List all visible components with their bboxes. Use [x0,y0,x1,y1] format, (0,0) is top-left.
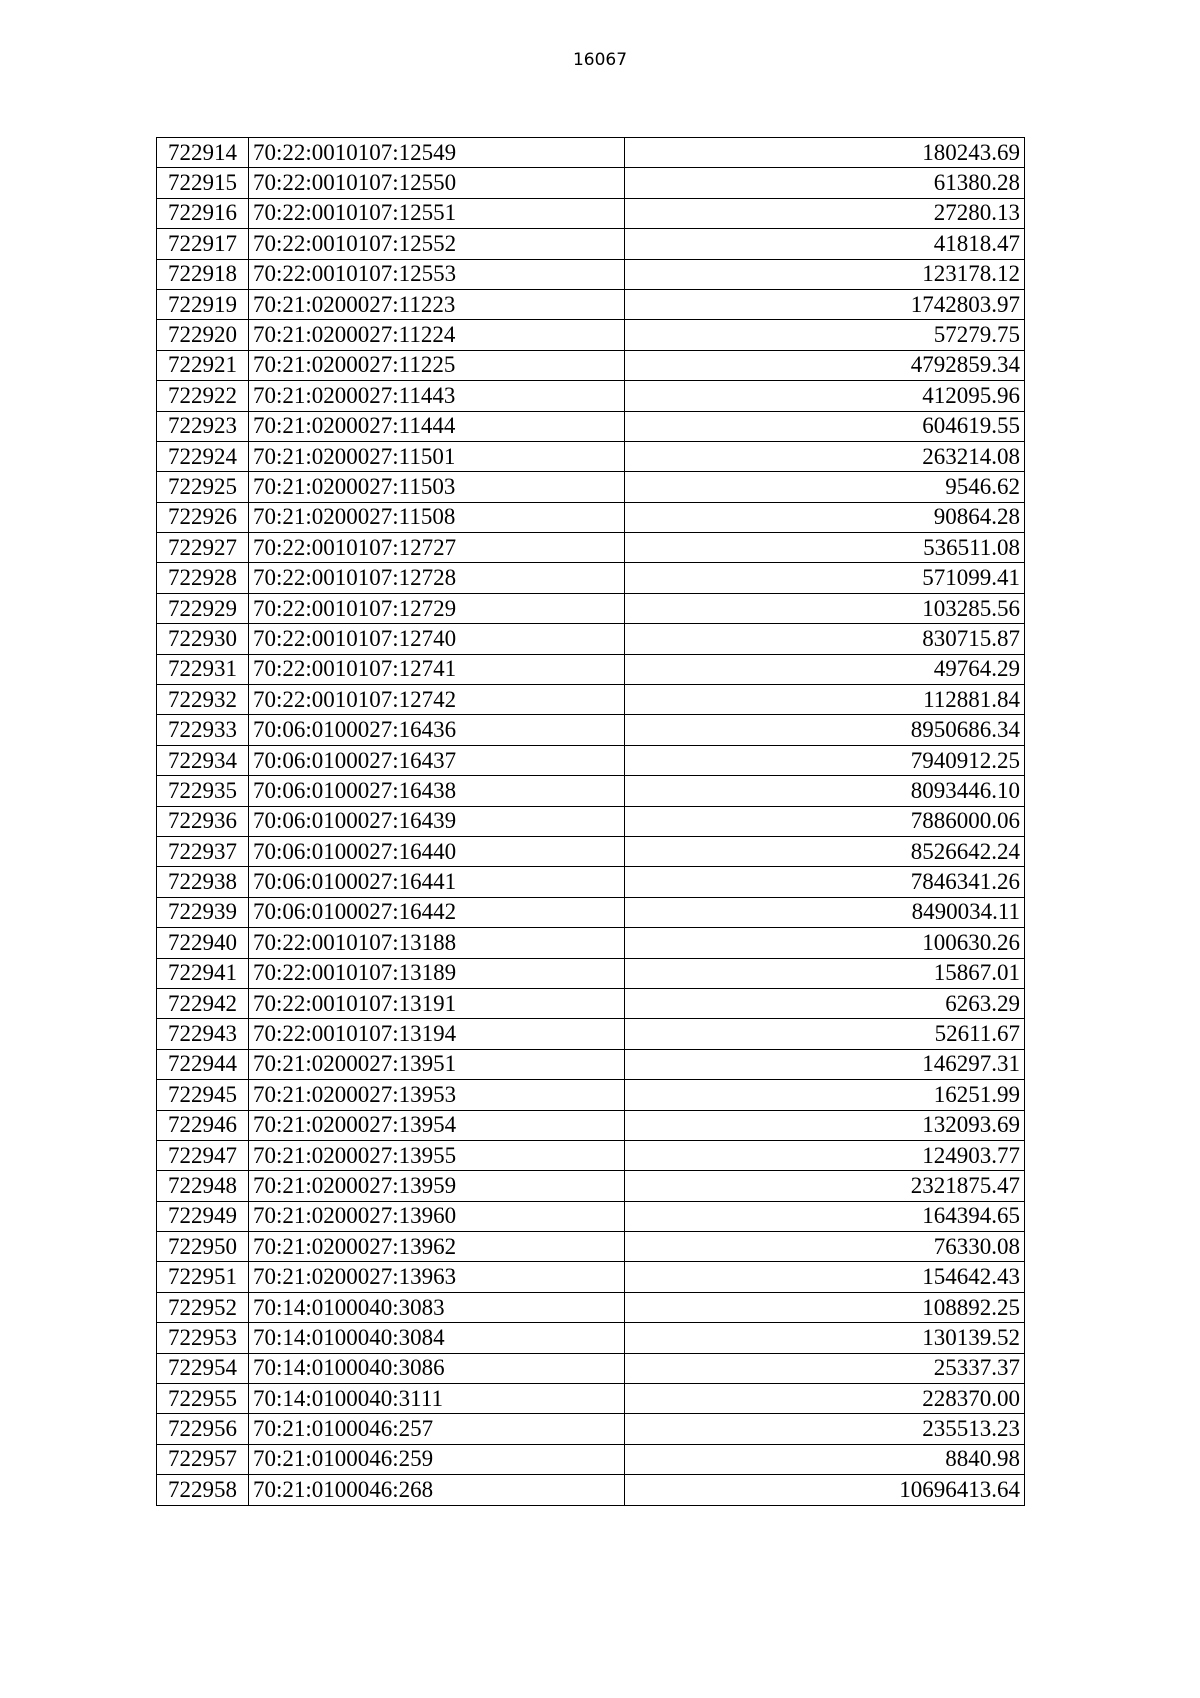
value-cell: 61380.28 [625,168,1025,198]
row-id-cell: 722931 [157,654,249,684]
value-cell: 8950686.34 [625,715,1025,745]
table-row [157,168,1025,198]
row-id-cell: 722937 [157,836,249,866]
value-cell: 103285.56 [625,593,1025,623]
cadastral-number-cell: 70:22:0010107:12740 [249,624,625,654]
table-row [157,958,1025,988]
value-cell: 164394.65 [625,1201,1025,1231]
row-id-cell: 722921 [157,350,249,380]
table-row [157,1384,1025,1414]
row-id-cell: 722925 [157,472,249,502]
table-row [157,1201,1025,1231]
cadastral-number-cell: 70:21:0200027:11508 [249,502,625,532]
table-row [157,1292,1025,1322]
value-cell: 27280.13 [625,198,1025,228]
row-id-cell: 722934 [157,745,249,775]
row-id-cell: 722941 [157,958,249,988]
row-id-cell: 722956 [157,1414,249,1444]
cadastral-number-cell: 70:21:0200027:11224 [249,320,625,350]
cadastral-number-cell: 70:22:0010107:12551 [249,198,625,228]
value-cell: 830715.87 [625,624,1025,654]
cadastral-number-cell: 70:06:0100027:16437 [249,745,625,775]
cadastral-number-cell: 70:06:0100027:16442 [249,897,625,927]
cadastral-number-cell: 70:21:0200027:13962 [249,1232,625,1262]
row-id-cell: 722939 [157,897,249,927]
value-cell: 25337.37 [625,1353,1025,1383]
table-row [157,1232,1025,1262]
cadastral-number-cell: 70:22:0010107:13189 [249,958,625,988]
value-cell: 8490034.11 [625,897,1025,927]
row-id-cell: 722930 [157,624,249,654]
row-id-cell: 722926 [157,502,249,532]
table-row [157,745,1025,775]
value-cell: 412095.96 [625,381,1025,411]
table-row [157,533,1025,563]
table-row [157,1049,1025,1079]
cadastral-number-cell: 70:14:0100040:3111 [249,1384,625,1414]
value-cell: 15867.01 [625,958,1025,988]
row-id-cell: 722946 [157,1110,249,1140]
row-id-cell: 722938 [157,867,249,897]
row-id-cell: 722928 [157,563,249,593]
value-cell: 100630.26 [625,928,1025,958]
table-row [157,928,1025,958]
row-id-cell: 722951 [157,1262,249,1292]
table-row [157,1323,1025,1353]
table-row [157,776,1025,806]
row-id-cell: 722936 [157,806,249,836]
value-cell: 8526642.24 [625,836,1025,866]
row-id-cell: 722923 [157,411,249,441]
table-row [157,806,1025,836]
cadastral-number-cell: 70:21:0200027:13951 [249,1049,625,1079]
cadastral-number-cell: 70:22:0010107:12742 [249,685,625,715]
value-cell: 10696413.64 [625,1475,1025,1505]
cadastral-number-cell: 70:22:0010107:12728 [249,563,625,593]
value-cell: 536511.08 [625,533,1025,563]
table-row [157,1475,1025,1505]
value-cell: 7886000.06 [625,806,1025,836]
value-cell: 2321875.47 [625,1171,1025,1201]
table-row [157,229,1025,259]
row-id-cell: 722927 [157,533,249,563]
row-id-cell: 722955 [157,1384,249,1414]
row-id-cell: 722916 [157,198,249,228]
cadastral-number-cell: 70:06:0100027:16438 [249,776,625,806]
value-cell: 9546.62 [625,472,1025,502]
value-cell: 180243.69 [625,138,1025,168]
cadastral-number-cell: 70:22:0010107:12727 [249,533,625,563]
cadastral-number-cell: 70:22:0010107:12553 [249,259,625,289]
table-row [157,198,1025,228]
row-id-cell: 722943 [157,1019,249,1049]
cadastral-number-cell: 70:21:0200027:11443 [249,381,625,411]
table-row [157,988,1025,1018]
value-cell: 123178.12 [625,259,1025,289]
row-id-cell: 722944 [157,1049,249,1079]
value-cell: 57279.75 [625,320,1025,350]
value-cell: 52611.67 [625,1019,1025,1049]
table-row [157,1110,1025,1140]
cadastral-number-cell: 70:22:0010107:12729 [249,593,625,623]
value-cell: 571099.41 [625,563,1025,593]
cadastral-number-cell: 70:06:0100027:16436 [249,715,625,745]
row-id-cell: 722953 [157,1323,249,1353]
row-id-cell: 722958 [157,1475,249,1505]
value-cell: 1742803.97 [625,289,1025,319]
value-cell: 7940912.25 [625,745,1025,775]
value-cell: 7846341.26 [625,867,1025,897]
table-row [157,1171,1025,1201]
table-row [157,715,1025,745]
row-id-cell: 722948 [157,1171,249,1201]
cadastral-number-cell: 70:06:0100027:16441 [249,867,625,897]
registry-table [156,137,1025,1506]
cadastral-number-cell: 70:06:0100027:16439 [249,806,625,836]
row-id-cell: 722924 [157,441,249,471]
table-row [157,381,1025,411]
row-id-cell: 722935 [157,776,249,806]
table-row [157,138,1025,168]
row-id-cell: 722918 [157,259,249,289]
cadastral-number-cell: 70:22:0010107:13194 [249,1019,625,1049]
cadastral-number-cell: 70:21:0200027:13963 [249,1262,625,1292]
value-cell: 76330.08 [625,1232,1025,1262]
value-cell: 6263.29 [625,988,1025,1018]
value-cell: 4792859.34 [625,350,1025,380]
cadastral-number-cell: 70:14:0100040:3086 [249,1353,625,1383]
row-id-cell: 722917 [157,229,249,259]
row-id-cell: 722945 [157,1080,249,1110]
cadastral-number-cell: 70:14:0100040:3083 [249,1292,625,1322]
value-cell: 146297.31 [625,1049,1025,1079]
row-id-cell: 722914 [157,138,249,168]
table-row [157,1414,1025,1444]
value-cell: 263214.08 [625,441,1025,471]
cadastral-number-cell: 70:21:0100046:257 [249,1414,625,1444]
table-row [157,1353,1025,1383]
table-row [157,867,1025,897]
row-id-cell: 722947 [157,1140,249,1170]
row-id-cell: 722929 [157,593,249,623]
cadastral-number-cell: 70:21:0200027:11225 [249,350,625,380]
table-row [157,836,1025,866]
table-row [157,593,1025,623]
cadastral-number-cell: 70:21:0200027:13960 [249,1201,625,1231]
row-id-cell: 722932 [157,685,249,715]
table-row [157,350,1025,380]
table-row [157,259,1025,289]
value-cell: 235513.23 [625,1414,1025,1444]
table-row [157,563,1025,593]
cadastral-number-cell: 70:22:0010107:12741 [249,654,625,684]
value-cell: 112881.84 [625,685,1025,715]
row-id-cell: 722952 [157,1292,249,1322]
row-id-cell: 722920 [157,320,249,350]
row-id-cell: 722954 [157,1353,249,1383]
cadastral-number-cell: 70:06:0100027:16440 [249,836,625,866]
row-id-cell: 722949 [157,1201,249,1231]
value-cell: 90864.28 [625,502,1025,532]
value-cell: 604619.55 [625,411,1025,441]
value-cell: 8093446.10 [625,776,1025,806]
cadastral-number-cell: 70:14:0100040:3084 [249,1323,625,1353]
value-cell: 132093.69 [625,1110,1025,1140]
table-row [157,502,1025,532]
value-cell: 154642.43 [625,1262,1025,1292]
cadastral-number-cell: 70:21:0200027:11444 [249,411,625,441]
cadastral-number-cell: 70:22:0010107:12549 [249,138,625,168]
table-row [157,624,1025,654]
cadastral-number-cell: 70:21:0200027:13953 [249,1080,625,1110]
cadastral-number-cell: 70:21:0200027:13954 [249,1110,625,1140]
row-id-cell: 722915 [157,168,249,198]
table-row [157,685,1025,715]
row-id-cell: 722950 [157,1232,249,1262]
value-cell: 130139.52 [625,1323,1025,1353]
cadastral-number-cell: 70:21:0200027:13959 [249,1171,625,1201]
cadastral-number-cell: 70:22:0010107:13188 [249,928,625,958]
table-row [157,472,1025,502]
table-row [157,289,1025,319]
row-id-cell: 722922 [157,381,249,411]
value-cell: 228370.00 [625,1384,1025,1414]
table-row [157,1080,1025,1110]
row-id-cell: 722940 [157,928,249,958]
table-row [157,654,1025,684]
table-row [157,1019,1025,1049]
cadastral-number-cell: 70:21:0200027:11501 [249,441,625,471]
row-id-cell: 722942 [157,988,249,1018]
cadastral-number-cell: 70:22:0010107:12550 [249,168,625,198]
value-cell: 16251.99 [625,1080,1025,1110]
cadastral-number-cell: 70:22:0010107:12552 [249,229,625,259]
value-cell: 49764.29 [625,654,1025,684]
value-cell: 108892.25 [625,1292,1025,1322]
cadastral-number-cell: 70:21:0200027:11503 [249,472,625,502]
value-cell: 41818.47 [625,229,1025,259]
table-row [157,411,1025,441]
cadastral-number-cell: 70:21:0100046:268 [249,1475,625,1505]
cadastral-number-cell: 70:21:0200027:11223 [249,289,625,319]
page-number: 16067 [572,50,628,70]
cadastral-number-cell: 70:21:0200027:13955 [249,1140,625,1170]
table-row [157,1444,1025,1474]
table-row [157,441,1025,471]
value-cell: 8840.98 [625,1444,1025,1474]
table-row [157,1262,1025,1292]
table-row [157,897,1025,927]
row-id-cell: 722957 [157,1444,249,1474]
cadastral-number-cell: 70:22:0010107:13191 [249,988,625,1018]
row-id-cell: 722933 [157,715,249,745]
row-id-cell: 722919 [157,289,249,319]
registry-table-body [157,138,1025,1506]
table-row [157,320,1025,350]
cadastral-number-cell: 70:21:0100046:259 [249,1444,625,1474]
table-row [157,1140,1025,1170]
value-cell: 124903.77 [625,1140,1025,1170]
